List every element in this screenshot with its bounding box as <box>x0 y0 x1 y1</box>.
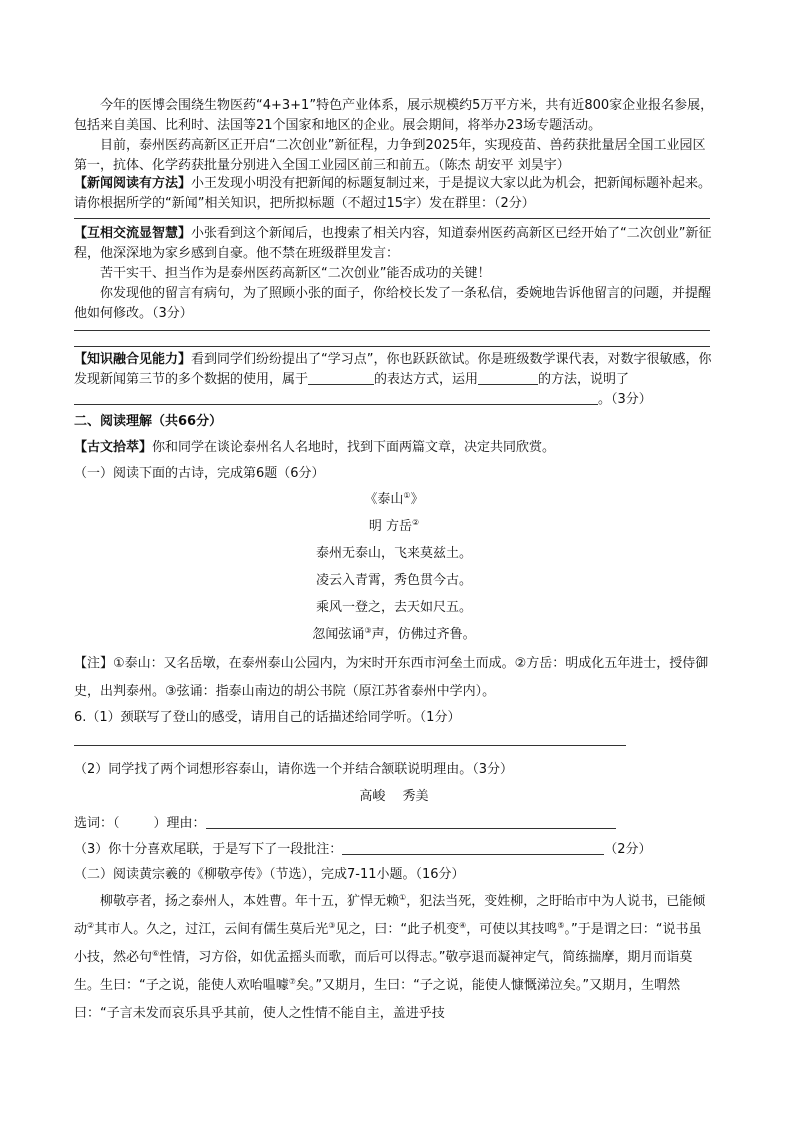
poem-notes: 【注】①泰山：又名岳墩，在泰州泰山公园内，为宋时开东西市河垒土而成。②方岳：明成化五年进士，授侍御史，出判泰州。③弦诵：指泰山南边的胡公书院（原江苏省泰州中学内）。 <box>74 656 709 699</box>
question-3-text: 小王发现小明没有把新闻的标题复制过来，于是提议大家以此为机会，把新闻标题补起来。请你根据所学的“新闻”相关知识，把所拟标题（不超过15字）发在群里：（2分） <box>74 176 712 211</box>
poem-line-2: 凌云入青霄，秀色贯今古。 <box>315 573 472 588</box>
question-4 <box>74 224 714 264</box>
guwen-intro: 【古文拾萃】你和同学在谈论泰州名人名地时，找到下面两篇文章，决定共同欣赏。 <box>74 440 556 455</box>
news-paragraph-3: 目前，泰州医药高新区正开启“二次创业”新征程，力争到2025年，实现疫苗、兽药获批量居全国工业园区第一，抗体、化学药获批量分别进入全国工业园区前三和前五。（陈杰 胡安平 刘昊宇） <box>74 138 706 173</box>
annotation-blank[interactable] <box>342 840 604 855</box>
blank-explanation[interactable] <box>74 390 598 405</box>
answer-line-q4a[interactable] <box>74 330 710 331</box>
question-3 <box>74 174 714 214</box>
blank-expression-mode[interactable] <box>308 370 374 385</box>
poem-line-4: 忽闻弦诵③声，仿佛过齐鲁。 <box>312 626 476 642</box>
poem-title: 《泰山①》 <box>364 491 424 507</box>
poem-line-3: 乘风一登之，去天如尺五。 <box>315 600 472 615</box>
question-6-2: （2）同学找了两个词想形容泰山，请你选一个并结合颔联说明理由。（3分） <box>74 762 514 777</box>
answer-line-q4b[interactable] <box>74 346 710 347</box>
question-4-text: 小张看到这个新闻后，也搜索了相关内容，知道泰州医药高新区已经开始了“二次创业”新征程，他深深地为家乡感到自豪。他不禁在班级群里发言： <box>74 226 712 261</box>
poem-line-1: 泰州无泰山，飞来莫兹土。 <box>315 546 472 561</box>
question-4-task: 你发现他的留言有病句，为了照顾小张的面子，你给校长发了一条私信，委婉地告诉他留言的问题，并提醒他如何修改。（3分） <box>74 286 712 321</box>
poem-author: 明 方岳② <box>368 518 420 534</box>
question-3-label: 【新闻阅读有方法】 <box>74 176 192 191</box>
question-4-quote: 苦干实干、担当作为是泰州医药高新区“二次创业”能否成功的关键！ <box>100 266 491 281</box>
question-5-label: 【知识融合见能力】 <box>74 352 192 367</box>
prose-passage: 柳敬亭者，扬之泰州人，本姓曹。年十五，犷悍无赖①，犯法当死，变姓柳，之盱眙市中为人说书，已能倾动②其市人。久之，过江，云间有儒生莫后光③见之，曰：“此子机变④，可使以其技鸣⑤。”于是谓之曰：“说书虽小技，然必句⑥性情，习方俗，如优孟摇头而歌，而后可以得志。”敬亭退而凝神定气，简练揣摩，期月而诣莫生。生曰：“子之说，能使人欢咍嗢噱⑦矣。”又期月，生曰：“子之说，能使人慷慨涕泣矣。”又期月，生喟然曰：“子言未发而哀乐具乎其前，使人之性情不能自主，盖进乎技 <box>74 893 706 1021</box>
section-2-heading: 二、阅读理解（共66分） <box>74 414 223 429</box>
word-options: 高峻 秀美 <box>359 789 429 804</box>
question-6-1: 6.（1）颈联写了登山的感受，请用自己的话描述给同学听。（1分） <box>74 710 461 725</box>
question-5: 【知识融合见能力】看到同学们纷纷提出了“学习点”，你也跃跃欲试。你是班级数学课代表，对数字很敏感，你发现新闻第三节的多个数据的使用，属于 的表达方式，运用 的方法，说明了 。（3分） <box>74 352 712 407</box>
blank-method[interactable] <box>478 370 538 385</box>
part-1-heading: （一）阅读下面的古诗，完成第6题（6分） <box>74 466 325 481</box>
reason-blank[interactable] <box>206 814 616 829</box>
question-4-label: 【互相交流显智慧】 <box>74 226 192 241</box>
news-paragraph-2: 今年的医博会围绕生物医药“4+3+1”特色产业体系，展示规模约5万平方米，共有近800家企业报名参展，包括来自美国、比利时、法国等21个国家和地区的企业。展会期间，将举办23场专题活动。 <box>74 98 714 133</box>
answer-line-q3[interactable] <box>74 218 710 219</box>
answer-line-q6-1[interactable] <box>74 745 626 746</box>
question-6-3: （3）你十分喜欢尾联，于是写下了一段批注： （2分） <box>74 842 652 857</box>
part-2-heading: （二）阅读黄宗羲的《柳敬亭传》（节选），完成7-11小题。（16分） <box>74 867 465 882</box>
question-6-2-answer: 选词：（ ）理由： <box>74 814 714 834</box>
